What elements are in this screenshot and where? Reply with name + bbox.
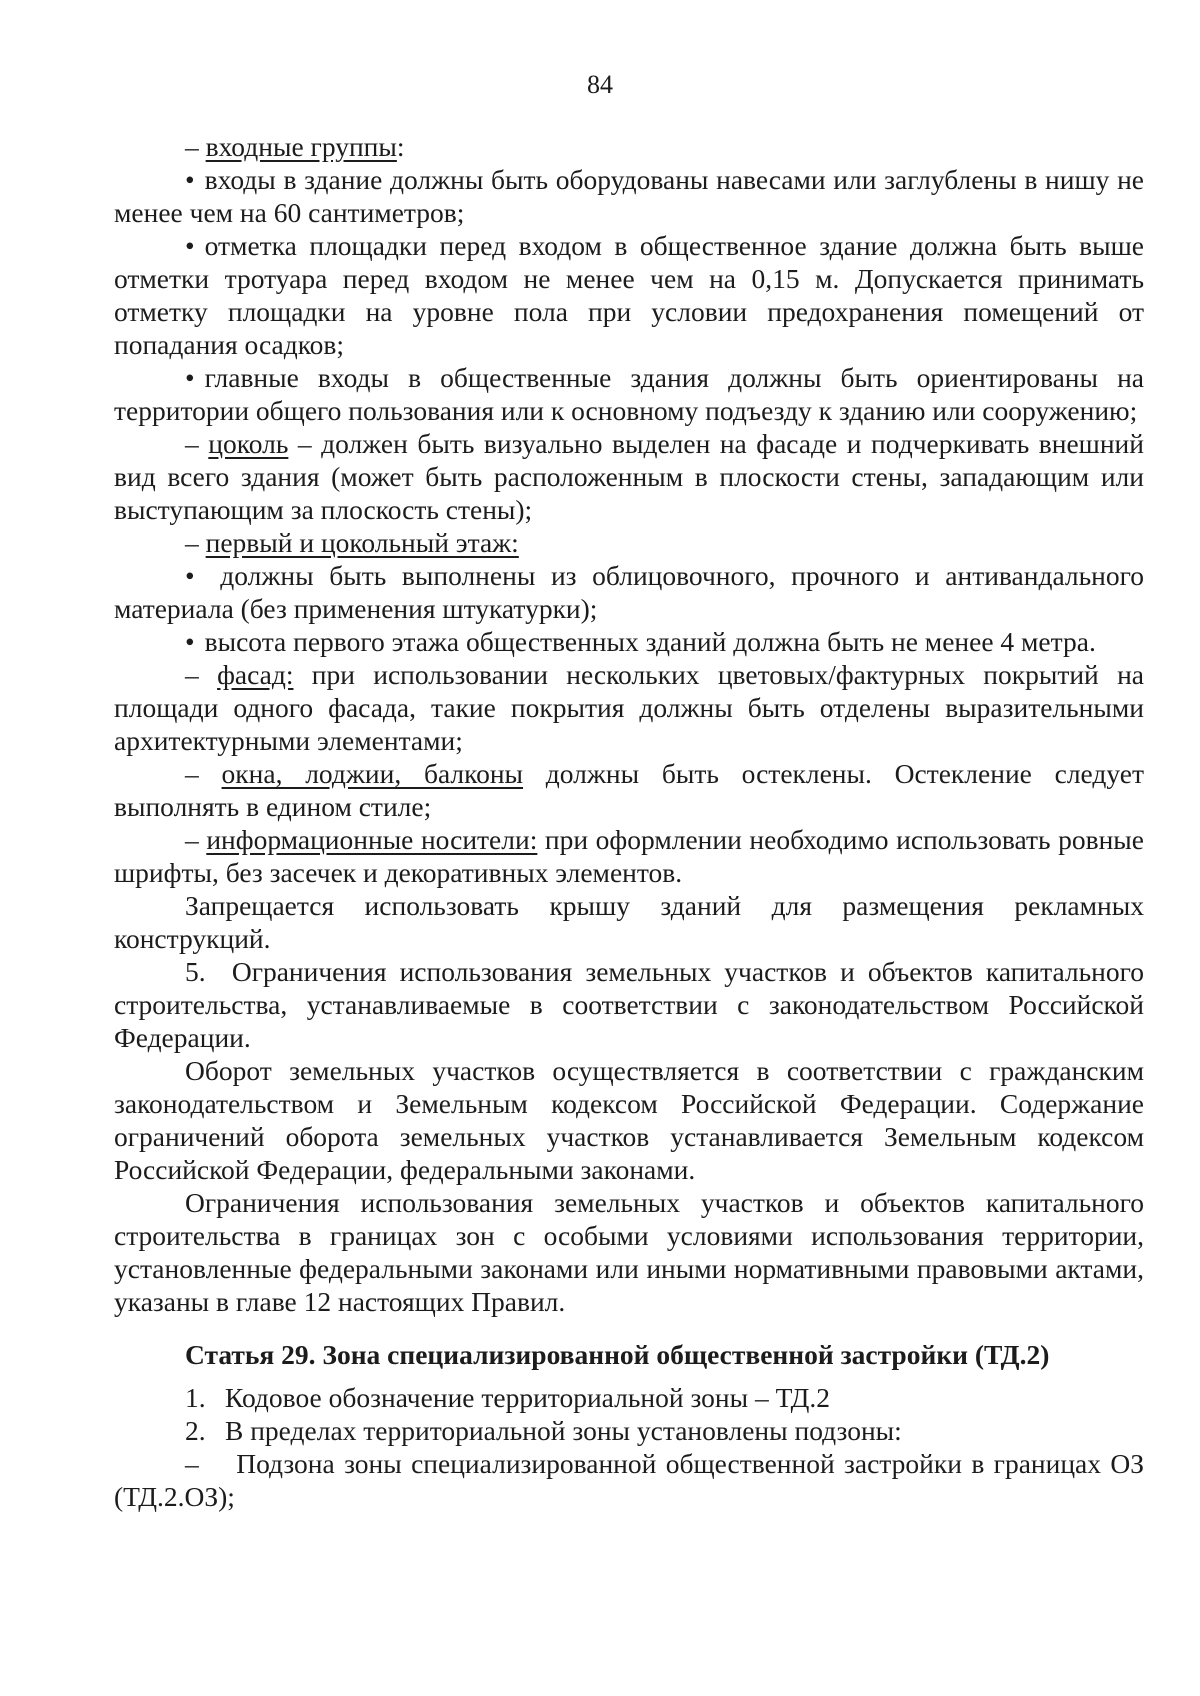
paragraph-subzone: – Подзона зоны специализированной общественной застройки в границах ОЗ (ТД.2.ОЗ); [114,1448,1144,1512]
list-item [185,1381,1144,1414]
paragraph-info-carriers: – информационные носители: при оформлении необходимо использовать ровные шрифты, без засечек и декоративных элементов. [114,824,1144,888]
section-number: 5. [185,956,206,987]
dash-mark: – [185,527,199,558]
bullet-icon: • [185,230,195,261]
term-plinth: цоколь [208,428,289,459]
bullet-item [114,361,1144,427]
list-text: Кодовое обозначение территориальной зоны – ТД.2 [225,1382,831,1413]
list-text: В пределах территориальной зоны установлены подзоны: [225,1415,902,1446]
document-body [114,130,1144,1513]
page-number: 84 [587,70,613,99]
bullet-text: входы в здание должны быть оборудованы навесами или заглублены в нишу не менее чем на 60 сантиметров; [114,164,1144,228]
term-facade: фасад: [217,659,294,690]
dash-mark: – [185,1448,199,1479]
bullet-icon: • [185,626,195,657]
bullet-icon: • [185,362,195,393]
list-number: 2. [185,1415,206,1446]
bullet-text: должны быть выполнены из облицовочного, прочного и антивандального материала (без применения штукатурки); [114,560,1144,624]
dash-mark: – [185,758,199,789]
dash-mark: – [185,659,199,690]
list-item [185,1414,1144,1447]
bullet-item [114,559,1144,625]
dash-mark: – [185,428,199,459]
term-entrance-groups: входные группы [205,131,397,162]
paragraph-entrance-groups: – входные группы: [185,131,405,162]
paragraph-restrictions: Ограничения использования земельных участков и объектов капитального строительства в границах зон с особыми условиями использования территории, установленные федеральными законами или иными нормативными правовыми актами, указаны в главе 12 настоящих Правил. [114,1187,1144,1317]
paragraph-section-5: 5. Ограничения использования земельных участков и объектов капитального строительства, устанавливаемые в соответствии с законодательством Российской Федерации. [114,956,1144,1053]
bullet-icon: • [185,560,195,591]
bullet-icon: • [185,164,195,195]
paragraph-roof-ban: Запрещается использовать крышу зданий для размещения рекламных конструкций. [114,890,1144,954]
bullet-text: высота первого этажа общественных зданий должна быть не менее 4 метра. [204,626,1096,657]
paragraph-plinth: – цоколь – должен быть визуально выделен на фасаде и подчеркивать внешний вид всего здания (может быть расположенным в плоскости стены, западающим или выступающим за плоскость стены); [114,428,1144,525]
bullet-text: главные входы в общественные здания должны быть ориентированы на территории общего пользования или к основному подъезду к зданию или сооружению; [114,362,1144,426]
dash-mark: – [185,824,199,855]
term-info-carriers: информационные носители: [206,824,538,855]
list-number: 1. [185,1382,206,1413]
term-windows: окна, лоджии, балконы [221,758,524,789]
term-first-floor: первый и цокольный этаж: [205,527,519,558]
dash-mark: – [185,131,199,162]
bullet-item [114,625,1144,658]
paragraph-windows: – окна, лоджии, балконы должны быть остеклены. Остекление следует выполнять в едином стиле; [114,758,1145,822]
bullet-text: отметка площадки перед входом в общественное здание должна быть выше отметки тротуара перед входом не менее чем на 0,15 м. Допускается принимать отметку площадки на уровне пола при условии предохранения помещений от попадания осадков; [114,230,1144,360]
paragraph-land-turnover: Оборот земельных участков осуществляется в соответствии с гражданским законодательством и Земельным кодексом Российской Федерации. Содержание ограничений оборота земельных участков устанавливается Земельным кодексом Российской Федерации, федеральными законами. [114,1055,1144,1185]
paragraph-facade: – фасад: при использовании нескольких цветовых/фактурных покрытий на площади одного фасада, такие покрытия должны быть отделены выразительными архитектурными элементами; [114,659,1145,756]
bullet-item [114,229,1144,361]
article-heading: Статья 29. Зона специализированной общественной застройки (ТД.2) [185,1339,1050,1370]
paragraph-first-floor [114,526,1144,559]
bullet-item [114,163,1144,229]
